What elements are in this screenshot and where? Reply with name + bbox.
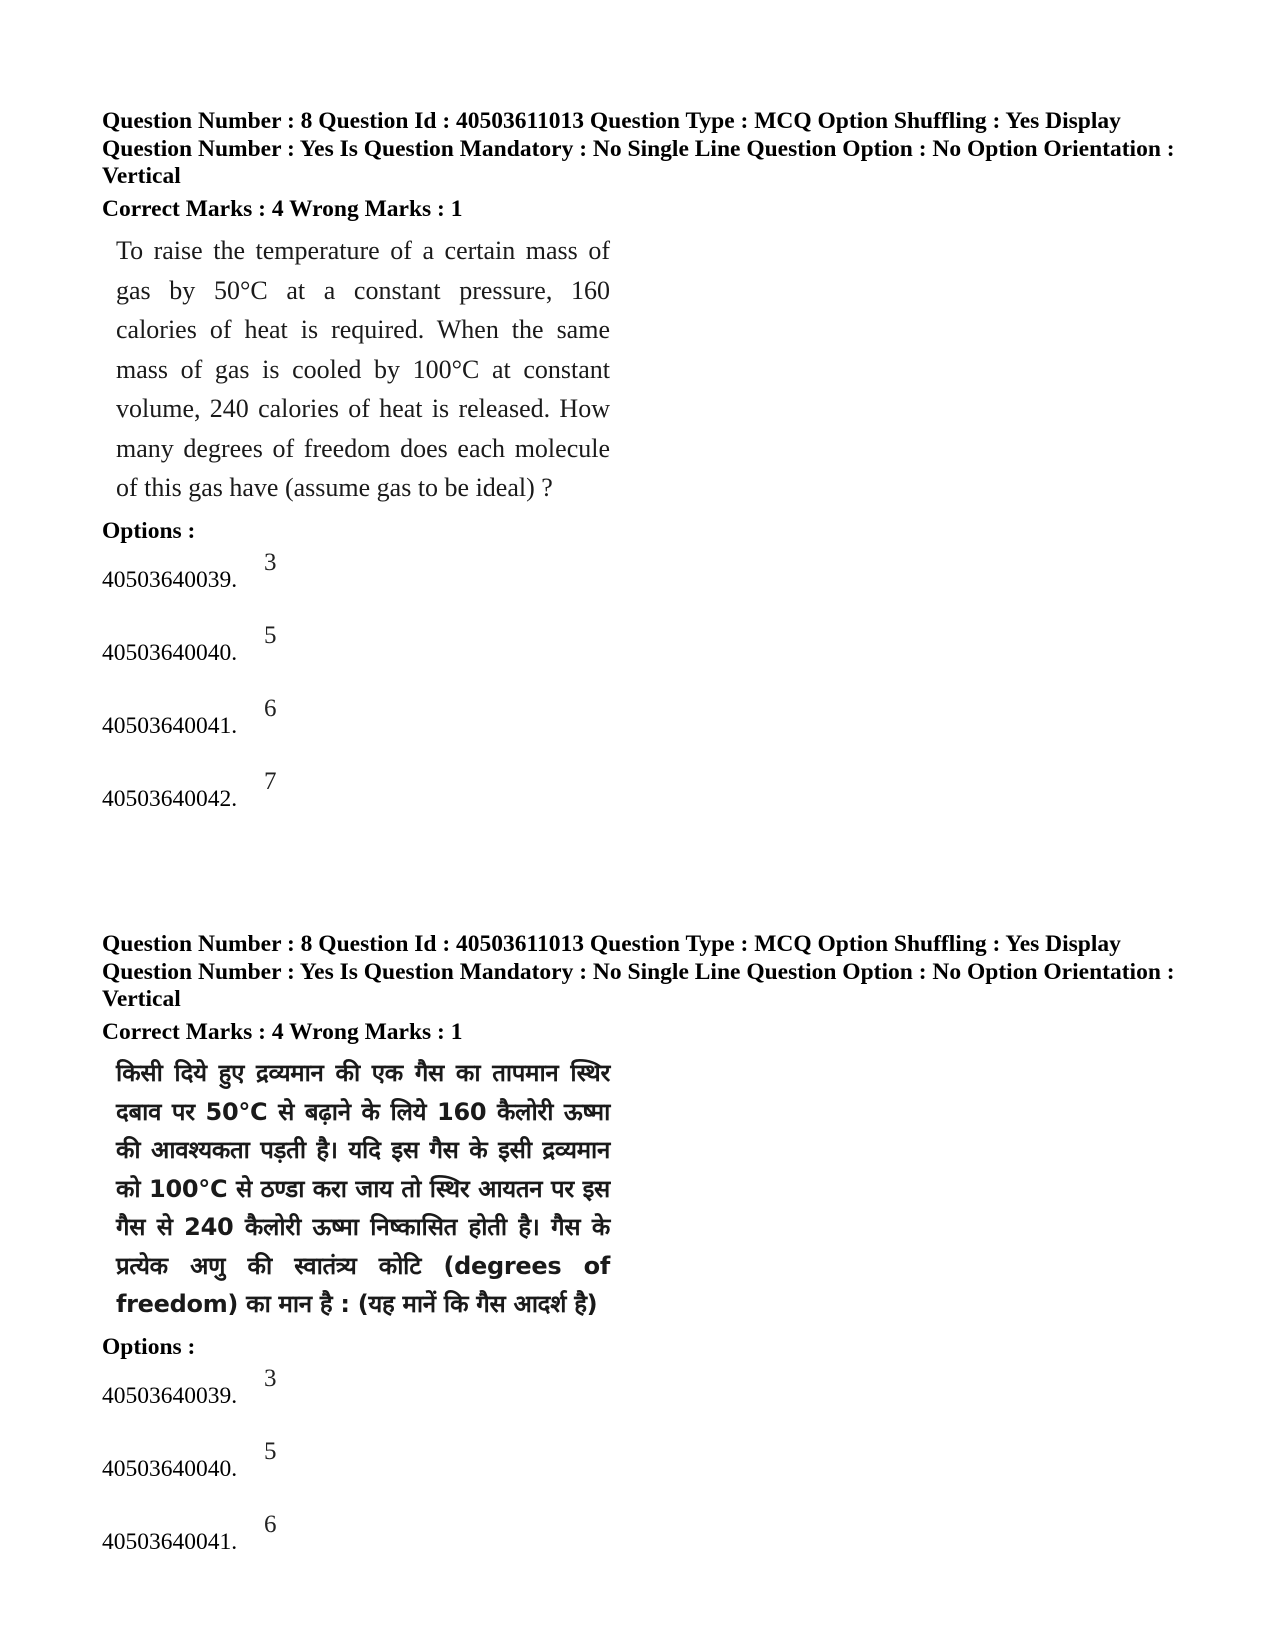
question-block-hindi bbox=[102, 931, 1182, 1580]
option-id: 40503640041. bbox=[102, 713, 238, 739]
question-marks: Correct Marks : 4 Wrong Marks : 1 bbox=[102, 195, 463, 222]
options-list bbox=[102, 545, 1182, 837]
option-id: 40503640040. bbox=[102, 1456, 238, 1482]
option-value: 6 bbox=[264, 695, 277, 722]
option-item bbox=[102, 618, 1182, 691]
options-list bbox=[102, 1361, 1182, 1580]
option-item bbox=[102, 1507, 1182, 1580]
option-id: 40503640040. bbox=[102, 640, 238, 666]
question-marks: Correct Marks : 4 Wrong Marks : 1 bbox=[102, 1018, 463, 1045]
option-item bbox=[102, 1361, 1182, 1434]
question-meta: Question Number : 8 Question Id : 40503611013 Question Type : MCQ Option Shuffling : Yes Display Question Number : Yes Is Question Mandatory : No Single Line Question Option : No Option Orientation : Vertical bbox=[102, 931, 1175, 1012]
option-value: 3 bbox=[264, 1365, 277, 1392]
options-label: Options : bbox=[102, 1333, 196, 1360]
option-item bbox=[102, 764, 1182, 837]
option-item bbox=[102, 545, 1182, 618]
option-item bbox=[102, 1434, 1182, 1507]
options-label: Options : bbox=[102, 517, 196, 544]
option-id: 40503640039. bbox=[102, 1383, 238, 1409]
option-id: 40503640041. bbox=[102, 1529, 238, 1555]
question-meta: Question Number : 8 Question Id : 40503611013 Question Type : MCQ Option Shuffling : Yes Display Question Number : Yes Is Question Mandatory : No Single Line Question Option : No Option Orientation : Vertical bbox=[102, 108, 1175, 189]
option-item bbox=[102, 691, 1182, 764]
question-text: To raise the temperature of a certain mass of gas by 50°C at a constant pressure, 160 calories of heat is required. When the same mass of gas is cooled by 100°C at constant volume, 240 calories of heat is released. How many degrees of freedom does each molecule of this gas have (assume gas to be ideal) ? bbox=[116, 236, 610, 502]
option-value: 7 bbox=[264, 768, 277, 795]
option-value: 6 bbox=[264, 1511, 277, 1538]
question-block-english bbox=[102, 108, 1182, 837]
option-id: 40503640039. bbox=[102, 567, 238, 593]
option-value: 5 bbox=[264, 1438, 277, 1465]
option-value: 3 bbox=[264, 549, 277, 576]
option-value: 5 bbox=[264, 622, 277, 649]
question-text: किसी दिये हुए द्रव्यमान की एक गैस का तापमान स्थिर दबाव पर 50°C से बढ़ाने के लिये 160 कैलोरी ऊष्मा की आवश्यकता पड़ती है। यदि इस गैस के इसी द्रव्यमान को 100°C से ठण्डा करा जाय तो स्थिर आयतन पर इस गैस से 240 कैलोरी ऊष्मा निष्कासित होती है। गैस के प्रत्येक अणु की स्वातंत्र्य कोटि (degrees of freedom) का मान है : (यह मानें कि गैस आदर्श है) bbox=[116, 1059, 610, 1318]
option-id: 40503640042. bbox=[102, 786, 238, 812]
